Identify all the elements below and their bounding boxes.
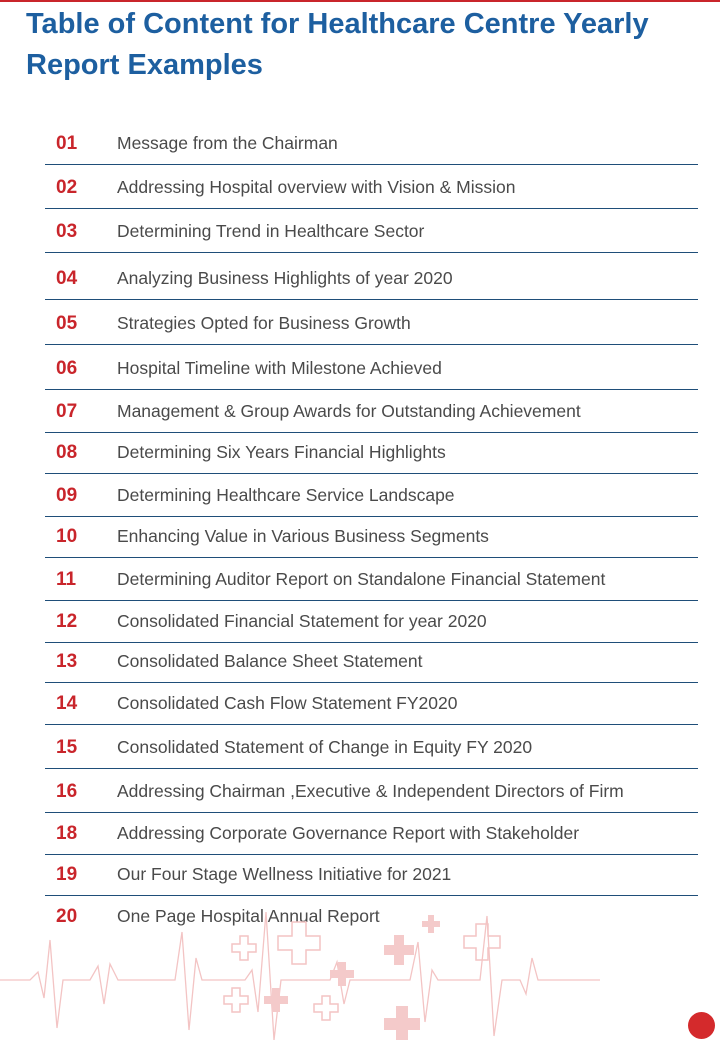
toc-row: [45, 300, 698, 345]
toc-title: Determining Six Years Financial Highlights: [117, 442, 446, 462]
toc-number: 04: [56, 268, 78, 289]
toc-row: [45, 724, 698, 769]
toc-row: [45, 513, 698, 558]
toc-row: [45, 429, 698, 474]
toc-number: 16: [56, 781, 78, 802]
toc-row: [45, 388, 698, 433]
toc-title: Consolidated Statement of Change in Equity FY 2020: [117, 737, 533, 757]
toc-title: One Page Hospital Annual Report: [117, 906, 380, 926]
toc-title: Determining Trend in Healthcare Sector: [117, 221, 425, 241]
toc-row: [45, 810, 698, 855]
toc-title: Addressing Hospital overview with Vision & Mission: [117, 177, 516, 197]
toc-row: [45, 638, 698, 683]
toc-number: 08: [56, 442, 78, 463]
toc-title: Addressing Chairman ,Executive & Independent Directors of Firm: [117, 781, 624, 801]
toc-title: Consolidated Financial Statement for year 2020: [117, 611, 487, 631]
toc-title: Message from the Chairman: [117, 133, 338, 153]
toc-number: 01: [56, 133, 78, 154]
toc-title: Consolidated Balance Sheet Statement: [117, 651, 423, 671]
toc-row: [45, 472, 698, 517]
corner-dot: [688, 1012, 715, 1039]
toc-row: [45, 255, 698, 300]
toc-number: 10: [56, 526, 78, 547]
toc-number: 20: [56, 906, 78, 927]
toc-row: [45, 768, 698, 813]
toc-row: [45, 851, 698, 896]
heartbeat-line-icon: [0, 912, 600, 1040]
toc-title: Our Four Stage Wellness Initiative for 2021: [117, 864, 452, 884]
toc-row: [45, 598, 698, 643]
toc-title: Addressing Corporate Governance Report with Stakeholder: [117, 823, 580, 843]
toc-row: [45, 164, 698, 209]
toc-title: Enhancing Value in Various Business Segments: [117, 526, 489, 546]
top-rule: [0, 0, 720, 2]
toc-row: [45, 345, 698, 390]
page-title: Table of Content for Healthcare Centre Yearly Report Examples: [26, 8, 649, 81]
toc-number: 03: [56, 221, 78, 242]
toc-number: 09: [56, 485, 78, 506]
toc-number: 14: [56, 693, 78, 714]
toc-number: 11: [56, 569, 77, 590]
toc-number: 07: [56, 401, 78, 422]
toc-title: Consolidated Cash Flow Statement FY2020: [117, 693, 458, 713]
toc-number: 12: [56, 611, 78, 632]
toc-number: 18: [56, 823, 78, 844]
toc-row: [45, 208, 698, 253]
medical-cross-icon: [264, 915, 440, 1040]
toc-title: Hospital Timeline with Milestone Achieved: [117, 358, 442, 378]
toc-row: [45, 556, 698, 601]
toc-number: 05: [56, 313, 78, 334]
toc-number: 13: [56, 651, 78, 672]
toc-row: [45, 680, 698, 725]
decorative-background: [0, 900, 720, 1040]
toc-title: Determining Healthcare Service Landscape: [117, 485, 455, 505]
toc-number: 02: [56, 177, 78, 198]
toc-row: [45, 120, 698, 165]
toc-title: Strategies Opted for Business Growth: [117, 313, 411, 333]
toc-title: Management & Group Awards for Outstanding Achievement: [117, 401, 581, 421]
toc-title: Analyzing Business Highlights of year 2020: [117, 268, 453, 288]
toc-number: 06: [56, 358, 78, 379]
toc-title: Determining Auditor Report on Standalone Financial Statement: [117, 569, 606, 589]
toc-number: 15: [56, 737, 78, 758]
toc-number: 19: [56, 864, 78, 885]
medical-cross-outline-icon: [224, 922, 500, 1020]
